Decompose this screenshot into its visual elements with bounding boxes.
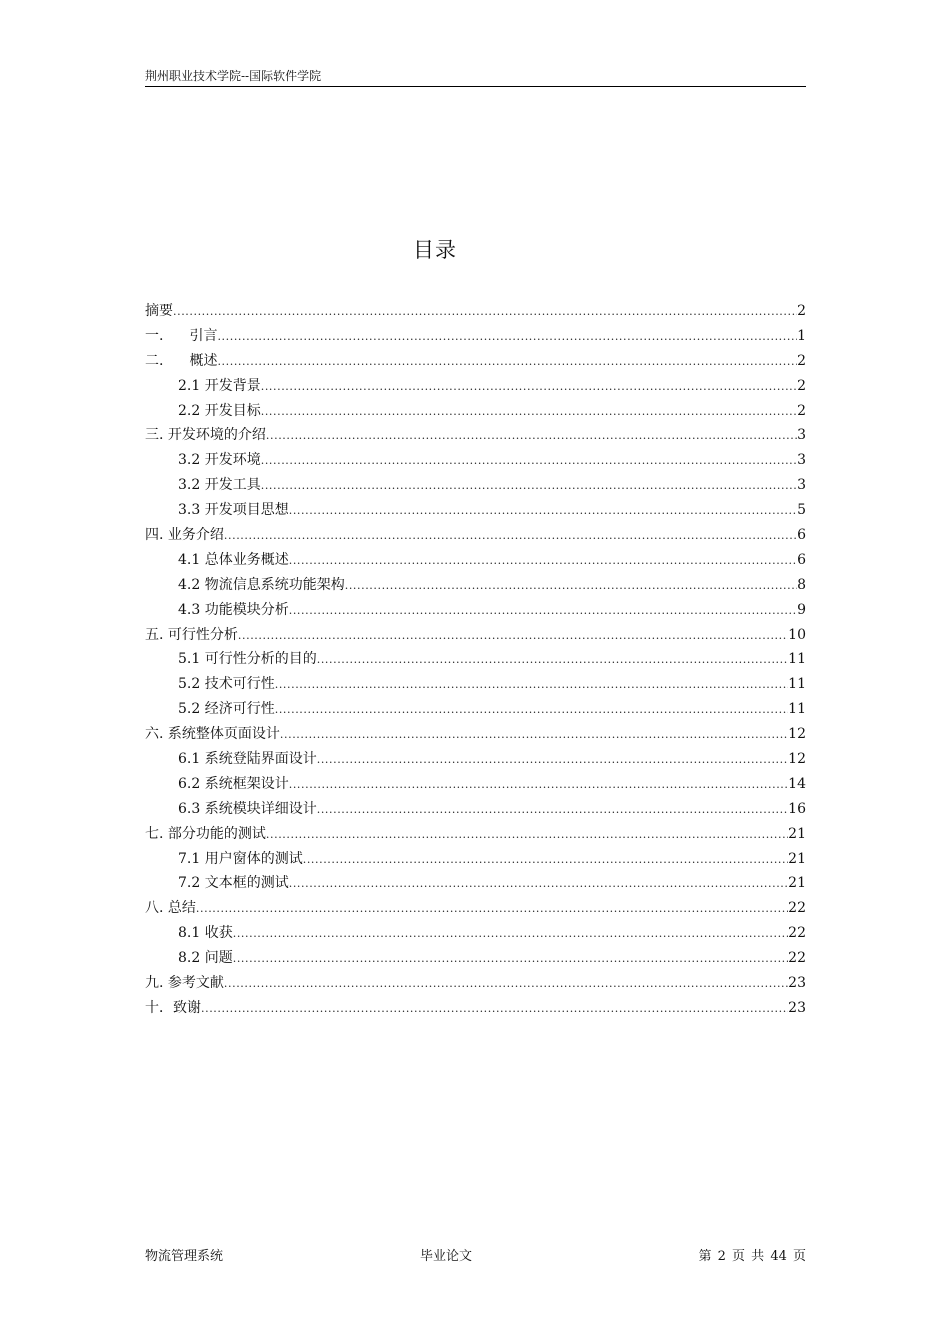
toc-entry-label	[178, 772, 289, 797]
toc-dot-leader	[275, 673, 788, 697]
toc-entry-label	[145, 971, 224, 996]
toc-entry-label	[145, 722, 280, 747]
toc-entry-label	[145, 996, 201, 1021]
footer-left-text: 物流管理系统	[145, 1249, 224, 1264]
toc-dot-leader	[317, 798, 788, 822]
toc-entry-title: 4.1 总体业务概述	[178, 551, 289, 568]
toc-entry-label	[178, 946, 233, 971]
toc-dot-leader	[173, 300, 797, 324]
toc-dot-leader	[289, 599, 797, 623]
table-of-contents	[145, 299, 806, 1021]
toc-entry[interactable]	[145, 847, 806, 872]
toc-entry-title: 7.1 用户窗体的测试	[178, 850, 303, 867]
toc-entry[interactable]	[145, 299, 806, 324]
toc-entry-title: 6.3 系统模块详细设计	[178, 800, 317, 817]
toc-entry-title: 6.1 系统登陆界面设计	[178, 751, 317, 768]
toc-page-number: 1	[797, 327, 806, 344]
toc-entry-title: 5.2 技术可行性	[178, 676, 275, 693]
toc-dot-leader	[233, 922, 788, 946]
toc-page-number: 6	[797, 527, 806, 544]
toc-entry[interactable]	[145, 573, 806, 598]
toc-entry[interactable]	[145, 523, 806, 548]
toc-page-number: 3	[797, 477, 806, 494]
toc-entry[interactable]	[145, 448, 806, 473]
toc-entry-label	[178, 374, 261, 399]
toc-entry-title: 九. 参考文献	[145, 975, 224, 992]
toc-entry[interactable]	[145, 946, 806, 971]
toc-dot-leader	[317, 748, 788, 772]
toc-entry-title: 8.1 收获	[178, 925, 233, 942]
toc-entry-label	[178, 672, 275, 697]
toc-entry[interactable]	[145, 349, 806, 374]
toc-entry-title: 六. 系统整体页面设计	[145, 726, 280, 743]
toc-page-number: 12	[788, 726, 806, 743]
toc-entry[interactable]	[145, 971, 806, 996]
toc-entry[interactable]	[145, 722, 806, 747]
toc-page-number: 23	[788, 975, 806, 992]
toc-entry-label	[145, 324, 217, 349]
toc-page-number: 11	[788, 676, 806, 693]
toc-entry[interactable]	[145, 697, 806, 722]
toc-entry[interactable]	[145, 324, 806, 349]
toc-dot-leader	[261, 474, 797, 498]
toc-dot-leader	[233, 947, 788, 971]
toc-dot-leader	[289, 773, 788, 797]
toc-entry[interactable]	[145, 498, 806, 523]
toc-dot-leader	[289, 499, 797, 523]
toc-page-number: 22	[788, 950, 806, 967]
toc-page-number: 21	[788, 825, 806, 842]
toc-entry-label	[145, 523, 224, 548]
toc-entry-label	[145, 623, 238, 648]
running-header	[145, 68, 806, 87]
toc-entry-label	[145, 896, 196, 921]
toc-page-number: 5	[797, 502, 806, 519]
toc-page-number: 22	[788, 925, 806, 942]
toc-entry-label	[178, 747, 317, 772]
toc-entry[interactable]	[145, 423, 806, 448]
toc-page-number: 2	[797, 402, 806, 419]
toc-entry-title: 8.2 问题	[178, 950, 233, 967]
toc-dot-leader	[261, 400, 797, 424]
toc-page-number: 22	[788, 900, 806, 917]
toc-entry[interactable]	[145, 399, 806, 424]
toc-entry-label	[145, 299, 173, 324]
toc-dot-leader	[261, 375, 797, 399]
toc-entry[interactable]	[145, 647, 806, 672]
toc-dot-leader	[303, 848, 788, 872]
toc-dot-leader	[280, 723, 788, 747]
toc-title: 目录	[413, 238, 457, 262]
toc-entry-label	[178, 598, 289, 623]
toc-page-number: 3	[797, 452, 806, 469]
toc-entry-title: 4.2 物流信息系统功能架构	[178, 576, 345, 593]
toc-dot-leader	[217, 350, 797, 374]
toc-entry-title: 七. 部分功能的测试	[145, 825, 266, 842]
toc-entry-title: 4.3 功能模块分析	[178, 601, 289, 618]
toc-entry-title: 八. 总结	[145, 900, 196, 917]
toc-entry-label	[178, 797, 317, 822]
toc-dot-leader	[266, 424, 797, 448]
toc-entry-label	[145, 423, 266, 448]
toc-entry-label	[178, 921, 233, 946]
toc-entry[interactable]	[145, 473, 806, 498]
toc-entry-title: 3.3 开发项目思想	[178, 502, 289, 519]
toc-entry-title: 5.2 经济可行性	[178, 701, 275, 718]
footer-center-text: 毕业论文	[420, 1249, 473, 1264]
toc-dot-leader	[266, 823, 788, 847]
toc-entry-label	[178, 399, 261, 424]
toc-entry-label	[178, 871, 289, 896]
toc-dot-leader	[289, 549, 797, 573]
header-text: 荆州职业技术学院--国际软件学院	[145, 69, 322, 83]
toc-dot-leader	[196, 897, 788, 921]
toc-entry-title: 五. 可行性分析	[145, 626, 238, 643]
toc-page-number: 11	[788, 651, 806, 668]
page-number-text: 第 2 页 共 44 页	[698, 1249, 806, 1264]
toc-entry-title: 5.1 可行性分析的目的	[178, 651, 317, 668]
toc-entry-title: 3.2 开发工具	[178, 477, 261, 494]
toc-dot-leader	[317, 648, 788, 672]
toc-entry[interactable]	[145, 374, 806, 399]
toc-dot-leader	[289, 872, 788, 896]
toc-dot-leader	[261, 449, 797, 473]
toc-entry[interactable]	[145, 598, 806, 623]
toc-entry-title: 2.2 开发目标	[178, 402, 261, 419]
toc-entry[interactable]	[145, 871, 806, 896]
toc-entry-title: 摘要	[145, 303, 173, 319]
toc-page-number: 3	[797, 427, 806, 444]
toc-entry-label	[178, 647, 317, 672]
toc-dot-leader	[217, 325, 797, 349]
toc-page-number: 8	[797, 576, 806, 593]
toc-page-number: 21	[788, 850, 806, 867]
toc-dot-leader	[275, 698, 788, 722]
toc-dot-leader	[345, 574, 797, 598]
toc-entry-label	[178, 573, 345, 598]
toc-page-number: 23	[788, 999, 806, 1016]
toc-page-number: 14	[788, 775, 806, 792]
toc-entry[interactable]	[145, 896, 806, 921]
toc-entry[interactable]	[145, 921, 806, 946]
toc-entry-label	[178, 548, 289, 573]
toc-entry[interactable]	[145, 672, 806, 697]
toc-page-number: 12	[788, 751, 806, 768]
toc-page-number: 2	[797, 352, 806, 369]
toc-entry[interactable]	[145, 548, 806, 573]
toc-entry-title: 3.2 开发环境	[178, 452, 261, 469]
toc-page-number: 2	[797, 303, 806, 319]
toc-entry-label	[145, 349, 217, 374]
toc-page-number: 11	[788, 701, 806, 718]
toc-dot-leader	[201, 997, 788, 1021]
toc-page-number: 16	[788, 800, 806, 817]
toc-entry-label	[178, 473, 261, 498]
toc-dot-leader	[224, 972, 788, 996]
toc-entry-label	[178, 697, 275, 722]
toc-entry[interactable]	[145, 797, 806, 822]
toc-entry[interactable]	[145, 623, 806, 648]
toc-entry-label	[178, 448, 261, 473]
toc-page-number: 9	[797, 601, 806, 618]
toc-entry-title: 二.	[145, 352, 164, 369]
toc-entry-title: 三. 开发环境的介绍	[145, 427, 266, 444]
toc-dot-leader	[224, 524, 797, 548]
toc-entry-label	[178, 498, 289, 523]
toc-entry-title: 7.2 文本框的测试	[178, 875, 289, 892]
toc-entry[interactable]	[145, 772, 806, 797]
toc-page-number: 6	[797, 551, 806, 568]
toc-entry-label	[145, 822, 266, 847]
toc-page-number: 2	[797, 377, 806, 394]
toc-entry-title: 一.	[145, 327, 164, 344]
toc-entry-title: 6.2 系统框架设计	[178, 775, 289, 792]
toc-page-number: 21	[788, 875, 806, 892]
toc-entry-title: 2.1 开发背景	[178, 377, 261, 394]
toc-entry-title-rest: 概述	[189, 352, 218, 369]
toc-entry-title: 四. 业务介绍	[145, 527, 224, 544]
toc-dot-leader	[238, 624, 788, 648]
toc-entry-title: 十．致谢	[145, 999, 201, 1016]
toc-entry[interactable]	[145, 996, 806, 1021]
toc-entry-label	[178, 847, 303, 872]
toc-entry-title-rest: 引言	[189, 327, 218, 344]
toc-page-number: 10	[788, 626, 806, 643]
toc-entry[interactable]	[145, 822, 806, 847]
toc-entry[interactable]	[145, 747, 806, 772]
